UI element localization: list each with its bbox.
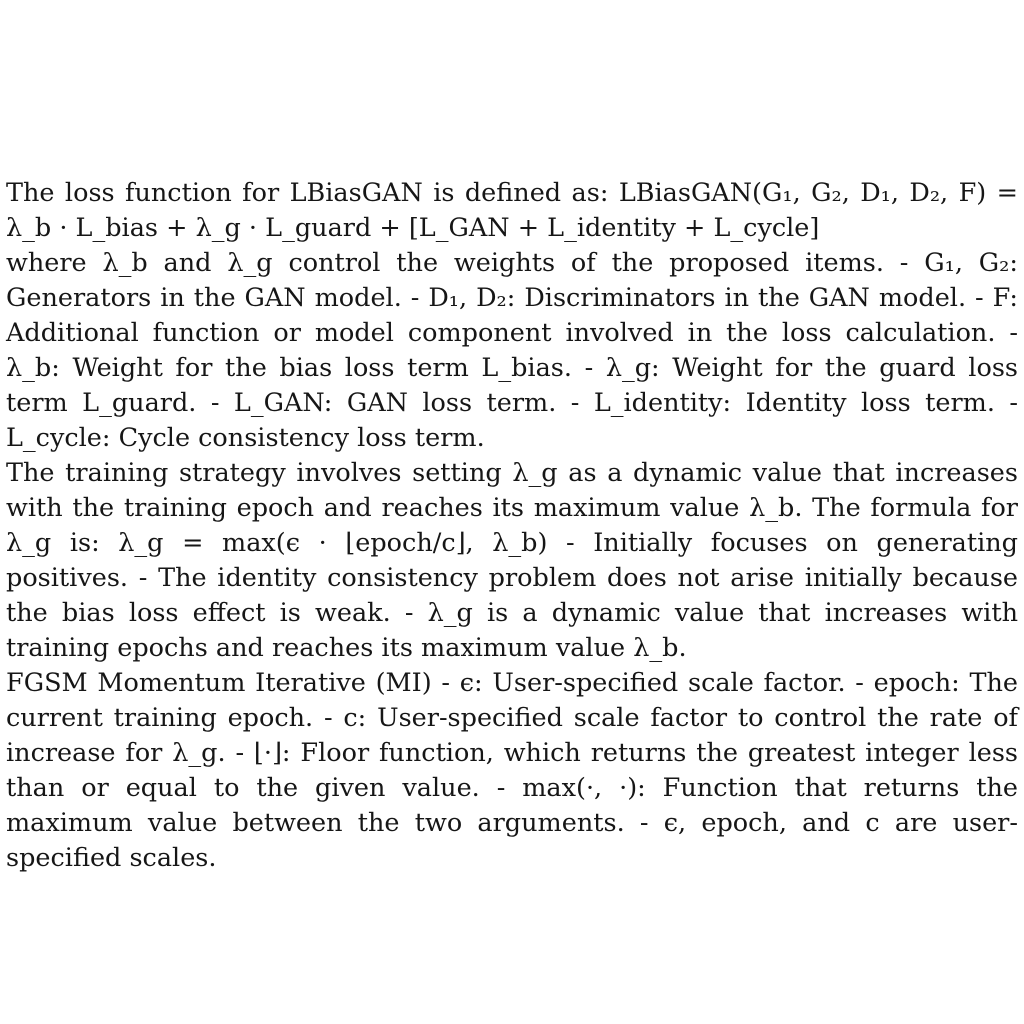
paragraph-term-definitions: where λ_b and λ_g control the weights of the proposed items. - G₁, G₂: Generators in the GAN model. - D₁, D₂: Discriminators in the GAN model. - F: Additional function or model component involved in the loss calculation. - λ_b: Weight for the bias loss term L_bias. - λ_g: Weight for the guard loss term L_guard. - L_GAN: GAN loss term. - L_identity: Identity loss term. - L_cycle: Cycle consistency loss term. — [6, 248, 1018, 453]
document-body — [6, 176, 1018, 876]
paragraph-training-strategy: The training strategy involves setting λ_g as a dynamic value that increases with the training epoch and reaches its maximum value λ_b. The formula for λ_g is: λ_g = max(ϵ · ⌊epoch/c⌋, λ_b) - Initially focuses on generating positives. - The identity consistency problem does not arise initially because the bias loss effect is weak. - λ_g is a dynamic value that increases with training epochs and reaches its maximum value λ_b. — [6, 458, 1018, 663]
paragraph-fgsm-momentum: FGSM Momentum Iterative (MI) - ϵ: User-specified scale factor. - epoch: The current training epoch. - c: User-specified scale factor to control the rate of increase for λ_g. - ⌊·⌋: Floor function, which returns the greatest integer less than or equal to the given value. - max(·, ·): Function that returns the maximum value between the two arguments. - ϵ, epoch, and c are user-specified scales. — [6, 668, 1018, 873]
paragraph-loss-function: The loss function for LBiasGAN is defined as: LBiasGAN(G₁, G₂, D₁, D₂, F) = λ_b · L_bias + λ_g · L_guard + [L_GAN + L_identity + L_cycle] — [6, 178, 1018, 243]
